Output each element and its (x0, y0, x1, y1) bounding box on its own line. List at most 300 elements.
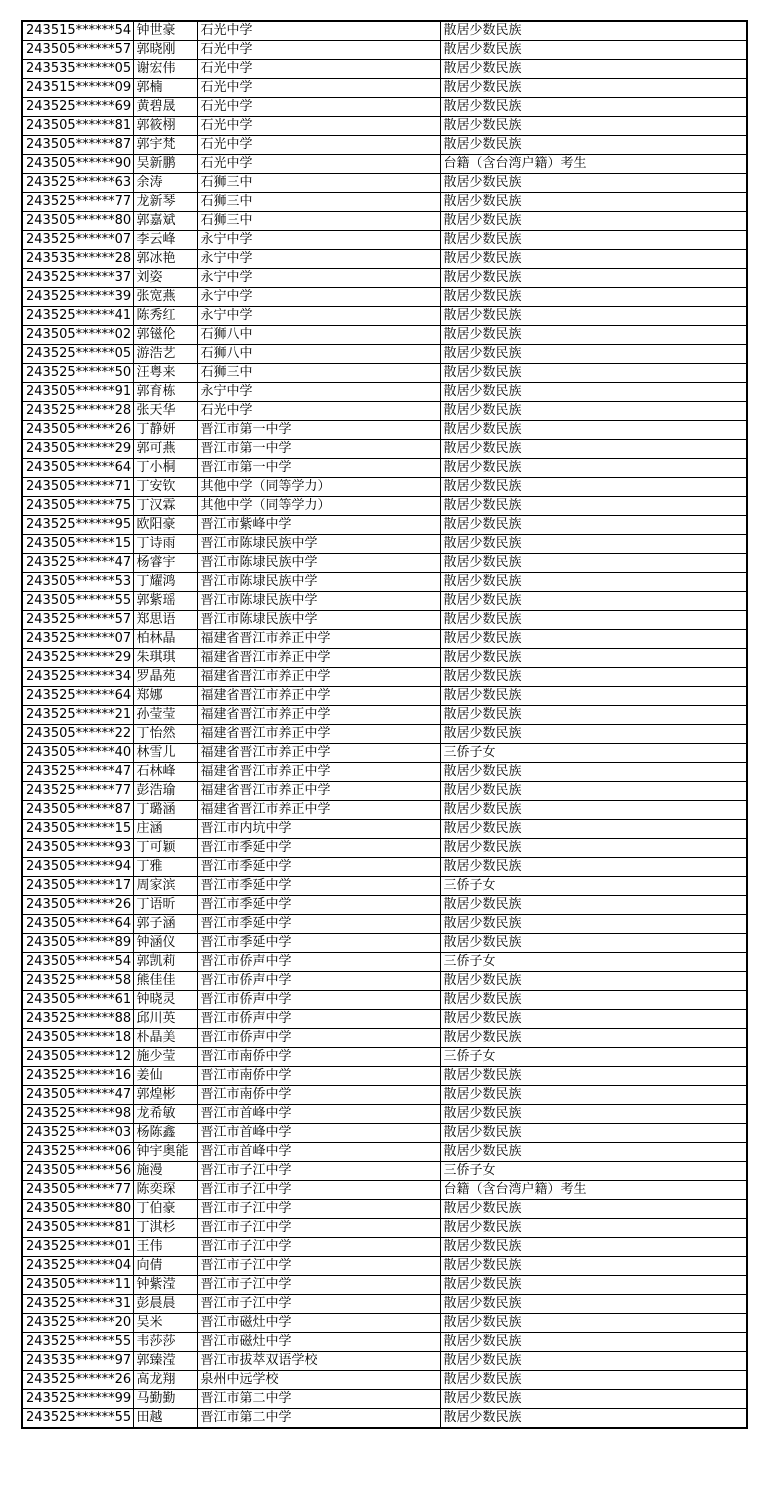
table-row (22, 934, 747, 953)
student-name-cell: 余涛 (133, 174, 197, 193)
school-name-cell: 福建省晋江市养正中学 (197, 687, 440, 706)
school-name-cell: 晋江市第二中学 (197, 1409, 440, 1429)
candidate-id-cell: 243525******37 (22, 269, 133, 288)
table-row (22, 402, 747, 421)
candidate-id-cell: 243525******47 (22, 763, 133, 782)
candidate-id-cell: 243505******22 (22, 725, 133, 744)
school-name-cell: 晋江市侨声中学 (197, 991, 440, 1010)
student-name-cell: 向倩 (133, 1257, 197, 1276)
student-name-cell: 朱琪琪 (133, 649, 197, 668)
candidate-id-cell: 243505******12 (22, 1048, 133, 1067)
candidate-id-cell: 243525******63 (22, 174, 133, 193)
school-name-cell: 晋江市第一中学 (197, 421, 440, 440)
candidate-id-cell: 243525******77 (22, 193, 133, 212)
category-cell: 散居少数民族 (440, 858, 747, 877)
category-cell: 散居少数民族 (440, 1238, 747, 1257)
student-name-cell: 丁耀鸿 (133, 573, 197, 592)
category-cell: 散居少数民族 (440, 364, 747, 383)
student-name-cell: 郭镃伦 (133, 326, 197, 345)
table-row (22, 478, 747, 497)
student-name-cell: 丁璐涵 (133, 801, 197, 820)
category-cell: 散居少数民族 (440, 174, 747, 193)
school-name-cell: 晋江市磁灶中学 (197, 1314, 440, 1333)
category-cell: 散居少数民族 (440, 193, 747, 212)
student-name-cell: 钟世豪 (133, 21, 197, 41)
candidate-id-cell: 243505******57 (22, 41, 133, 60)
category-cell: 散居少数民族 (440, 1333, 747, 1352)
school-name-cell: 晋江市子江中学 (197, 1276, 440, 1295)
table-row (22, 41, 747, 60)
student-name-cell: 郭宇梵 (133, 136, 197, 155)
student-name-cell: 陈秀红 (133, 307, 197, 326)
student-name-cell: 杨陈鑫 (133, 1124, 197, 1143)
candidate-id-cell: 243505******47 (22, 1086, 133, 1105)
student-name-cell: 丁静妍 (133, 421, 197, 440)
candidate-id-cell: 243525******05 (22, 345, 133, 364)
student-name-cell: 郭子涵 (133, 915, 197, 934)
table-row (22, 1048, 747, 1067)
candidate-id-cell: 243505******77 (22, 1181, 133, 1200)
category-cell: 散居少数民族 (440, 573, 747, 592)
candidate-id-cell: 243525******16 (22, 1067, 133, 1086)
table-row (22, 440, 747, 459)
category-cell: 散居少数民族 (440, 1409, 747, 1429)
category-cell: 散居少数民族 (440, 497, 747, 516)
student-name-cell: 石林峰 (133, 763, 197, 782)
school-name-cell: 晋江市季延中学 (197, 915, 440, 934)
candidate-id-cell: 243505******75 (22, 497, 133, 516)
candidate-id-cell: 243515******09 (22, 79, 133, 98)
school-name-cell: 晋江市季延中学 (197, 858, 440, 877)
candidate-id-cell: 243525******77 (22, 782, 133, 801)
table-row (22, 117, 747, 136)
table-row (22, 307, 747, 326)
school-name-cell: 晋江市子江中学 (197, 1162, 440, 1181)
student-name-cell: 施漫 (133, 1162, 197, 1181)
category-cell: 散居少数民族 (440, 896, 747, 915)
school-name-cell: 石光中学 (197, 21, 440, 41)
category-cell: 散居少数民族 (440, 440, 747, 459)
candidate-id-cell: 243525******28 (22, 402, 133, 421)
student-name-cell: 吴新鹏 (133, 155, 197, 174)
candidate-id-cell: 243505******53 (22, 573, 133, 592)
category-cell: 散居少数民族 (440, 763, 747, 782)
candidate-id-cell: 243505******87 (22, 801, 133, 820)
table-row (22, 1276, 747, 1295)
category-cell: 散居少数民族 (440, 592, 747, 611)
category-cell: 台籍（含台湾户籍）考生 (440, 155, 747, 174)
school-name-cell: 晋江市季延中学 (197, 896, 440, 915)
student-name-cell: 李云峰 (133, 231, 197, 250)
student-name-cell: 孙莹莹 (133, 706, 197, 725)
table-row (22, 516, 747, 535)
candidate-id-cell: 243525******07 (22, 231, 133, 250)
candidate-id-cell: 243505******56 (22, 1162, 133, 1181)
school-name-cell: 晋江市侨声中学 (197, 972, 440, 991)
table-row (22, 801, 747, 820)
school-name-cell: 晋江市侨声中学 (197, 1010, 440, 1029)
table-row (22, 269, 747, 288)
category-cell: 散居少数民族 (440, 991, 747, 1010)
table-row (22, 839, 747, 858)
table-row (22, 1086, 747, 1105)
table-row (22, 345, 747, 364)
category-cell: 散居少数民族 (440, 782, 747, 801)
student-name-cell: 钟晓灵 (133, 991, 197, 1010)
student-name-cell: 黄碧晟 (133, 98, 197, 117)
school-name-cell: 晋江市子江中学 (197, 1295, 440, 1314)
candidate-id-cell: 243505******55 (22, 592, 133, 611)
category-cell: 散居少数民族 (440, 801, 747, 820)
category-cell: 散居少数民族 (440, 1067, 747, 1086)
candidate-id-cell: 243525******57 (22, 611, 133, 630)
candidate-id-cell: 243505******81 (22, 117, 133, 136)
table-row (22, 1067, 747, 1086)
school-name-cell: 永宁中学 (197, 383, 440, 402)
category-cell: 散居少数民族 (440, 1124, 747, 1143)
student-name-cell: 庄涵 (133, 820, 197, 839)
candidate-id-cell: 243525******98 (22, 1105, 133, 1124)
school-name-cell: 晋江市第一中学 (197, 440, 440, 459)
table-row (22, 288, 747, 307)
candidate-id-cell: 243515******54 (22, 21, 133, 41)
student-list-body (22, 21, 747, 1428)
table-row (22, 212, 747, 231)
school-name-cell: 福建省晋江市养正中学 (197, 763, 440, 782)
school-name-cell: 石光中学 (197, 79, 440, 98)
school-name-cell: 晋江市陈埭民族中学 (197, 573, 440, 592)
candidate-id-cell: 243525******29 (22, 649, 133, 668)
school-name-cell: 晋江市磁灶中学 (197, 1333, 440, 1352)
table-row (22, 1143, 747, 1162)
table-row (22, 668, 747, 687)
table-row (22, 459, 747, 478)
school-name-cell: 晋江市首峰中学 (197, 1105, 440, 1124)
school-name-cell: 石狮三中 (197, 364, 440, 383)
candidate-id-cell: 243525******50 (22, 364, 133, 383)
category-cell: 散居少数民族 (440, 1314, 747, 1333)
school-name-cell: 石光中学 (197, 60, 440, 79)
candidate-id-cell: 243505******64 (22, 459, 133, 478)
candidate-id-cell: 243505******71 (22, 478, 133, 497)
student-name-cell: 王伟 (133, 1238, 197, 1257)
table-row (22, 231, 747, 250)
student-name-cell: 丁怡然 (133, 725, 197, 744)
category-cell: 散居少数民族 (440, 402, 747, 421)
school-name-cell: 晋江市南侨中学 (197, 1086, 440, 1105)
student-name-cell: 彭浩瑜 (133, 782, 197, 801)
category-cell: 散居少数民族 (440, 79, 747, 98)
school-name-cell: 其他中学（同等学力） (197, 478, 440, 497)
table-row (22, 383, 747, 402)
table-row (22, 687, 747, 706)
table-row (22, 877, 747, 896)
candidate-id-cell: 243525******88 (22, 1010, 133, 1029)
student-name-cell: 丁小桐 (133, 459, 197, 478)
candidate-id-cell: 243525******64 (22, 687, 133, 706)
school-name-cell: 晋江市首峰中学 (197, 1143, 440, 1162)
school-name-cell: 福建省晋江市养正中学 (197, 725, 440, 744)
category-cell: 散居少数民族 (440, 554, 747, 573)
school-name-cell: 石光中学 (197, 155, 440, 174)
category-cell: 三侨子女 (440, 877, 747, 896)
table-row (22, 174, 747, 193)
student-name-cell: 龙新琴 (133, 193, 197, 212)
school-name-cell: 晋江市拔萃双语学校 (197, 1352, 440, 1371)
table-row (22, 782, 747, 801)
category-cell: 散居少数民族 (440, 326, 747, 345)
table-row (22, 1314, 747, 1333)
table-row (22, 155, 747, 174)
category-cell: 散居少数民族 (440, 668, 747, 687)
student-name-cell: 丁伯豪 (133, 1200, 197, 1219)
category-cell: 散居少数民族 (440, 1086, 747, 1105)
student-name-cell: 郭臻滢 (133, 1352, 197, 1371)
table-row (22, 535, 747, 554)
candidate-id-cell: 243525******03 (22, 1124, 133, 1143)
school-name-cell: 永宁中学 (197, 307, 440, 326)
category-cell: 散居少数民族 (440, 1371, 747, 1390)
school-name-cell: 晋江市第二中学 (197, 1390, 440, 1409)
table-row (22, 1295, 747, 1314)
school-name-cell: 石光中学 (197, 41, 440, 60)
category-cell: 散居少数民族 (440, 1352, 747, 1371)
candidate-id-cell: 243505******91 (22, 383, 133, 402)
student-name-cell: 龙希敏 (133, 1105, 197, 1124)
table-row (22, 554, 747, 573)
table-row (22, 1352, 747, 1371)
category-cell: 散居少数民族 (440, 98, 747, 117)
student-name-cell: 林雪儿 (133, 744, 197, 763)
school-name-cell: 石狮三中 (197, 212, 440, 231)
student-name-cell: 田越 (133, 1409, 197, 1429)
student-name-cell: 丁可颖 (133, 839, 197, 858)
category-cell: 散居少数民族 (440, 706, 747, 725)
student-name-cell: 郭凯莉 (133, 953, 197, 972)
table-row (22, 364, 747, 383)
candidate-id-cell: 243525******01 (22, 1238, 133, 1257)
candidate-id-cell: 243505******26 (22, 421, 133, 440)
table-row (22, 1333, 747, 1352)
student-name-cell: 丁诗雨 (133, 535, 197, 554)
student-name-cell: 邱川英 (133, 1010, 197, 1029)
category-cell: 散居少数民族 (440, 1010, 747, 1029)
school-name-cell: 福建省晋江市养正中学 (197, 668, 440, 687)
category-cell: 散居少数民族 (440, 1390, 747, 1409)
candidate-id-cell: 243525******47 (22, 554, 133, 573)
school-name-cell: 晋江市季延中学 (197, 934, 440, 953)
candidate-id-cell: 243525******06 (22, 1143, 133, 1162)
candidate-id-cell: 243505******15 (22, 820, 133, 839)
school-name-cell: 晋江市子江中学 (197, 1200, 440, 1219)
student-name-cell: 周家滨 (133, 877, 197, 896)
category-cell: 台籍（含台湾户籍）考生 (440, 1181, 747, 1200)
table-row (22, 953, 747, 972)
category-cell: 散居少数民族 (440, 820, 747, 839)
category-cell: 散居少数民族 (440, 972, 747, 991)
student-name-cell: 钟涵仪 (133, 934, 197, 953)
student-name-cell: 韦莎莎 (133, 1333, 197, 1352)
candidate-id-cell: 243505******90 (22, 155, 133, 174)
category-cell: 散居少数民族 (440, 250, 747, 269)
candidate-id-cell: 243525******95 (22, 516, 133, 535)
table-row (22, 326, 747, 345)
category-cell: 散居少数民族 (440, 21, 747, 41)
school-name-cell: 晋江市子江中学 (197, 1257, 440, 1276)
school-name-cell: 晋江市子江中学 (197, 1238, 440, 1257)
category-cell: 散居少数民族 (440, 1200, 747, 1219)
category-cell: 散居少数民族 (440, 421, 747, 440)
candidate-id-cell: 243525******07 (22, 630, 133, 649)
school-name-cell: 永宁中学 (197, 231, 440, 250)
student-name-cell: 郭筱栩 (133, 117, 197, 136)
school-name-cell: 晋江市内坑中学 (197, 820, 440, 839)
candidate-id-cell: 243525******55 (22, 1333, 133, 1352)
student-name-cell: 杨睿宇 (133, 554, 197, 573)
category-cell: 三侨子女 (440, 953, 747, 972)
candidate-id-cell: 243505******02 (22, 326, 133, 345)
candidate-id-cell: 243535******97 (22, 1352, 133, 1371)
table-row (22, 60, 747, 79)
school-name-cell: 晋江市子江中学 (197, 1219, 440, 1238)
candidate-id-cell: 243505******87 (22, 136, 133, 155)
school-name-cell: 石光中学 (197, 136, 440, 155)
student-name-cell: 游浩艺 (133, 345, 197, 364)
table-row (22, 1029, 747, 1048)
candidate-id-cell: 243525******26 (22, 1371, 133, 1390)
student-name-cell: 郭紫瑶 (133, 592, 197, 611)
candidate-id-cell: 243505******15 (22, 535, 133, 554)
student-name-cell: 丁汉霖 (133, 497, 197, 516)
candidate-id-cell: 243525******31 (22, 1295, 133, 1314)
category-cell: 散居少数民族 (440, 1219, 747, 1238)
category-cell: 散居少数民族 (440, 516, 747, 535)
student-name-cell: 丁语昕 (133, 896, 197, 915)
school-name-cell: 福建省晋江市养正中学 (197, 801, 440, 820)
candidate-id-cell: 243525******20 (22, 1314, 133, 1333)
table-row (22, 497, 747, 516)
category-cell: 散居少数民族 (440, 1257, 747, 1276)
school-name-cell: 晋江市陈埭民族中学 (197, 535, 440, 554)
school-name-cell: 晋江市南侨中学 (197, 1048, 440, 1067)
category-cell: 散居少数民族 (440, 725, 747, 744)
school-name-cell: 永宁中学 (197, 288, 440, 307)
candidate-id-cell: 243535******28 (22, 250, 133, 269)
table-row (22, 896, 747, 915)
table-row (22, 763, 747, 782)
school-name-cell: 晋江市南侨中学 (197, 1067, 440, 1086)
candidate-id-cell: 243505******18 (22, 1029, 133, 1048)
school-name-cell: 石光中学 (197, 402, 440, 421)
category-cell: 三侨子女 (440, 1048, 747, 1067)
candidate-id-cell: 243505******89 (22, 934, 133, 953)
candidate-id-cell: 243525******99 (22, 1390, 133, 1409)
student-name-cell: 高龙翔 (133, 1371, 197, 1390)
category-cell: 散居少数民族 (440, 60, 747, 79)
school-name-cell: 晋江市陈埭民族中学 (197, 554, 440, 573)
student-name-cell: 柏林晶 (133, 630, 197, 649)
candidate-id-cell: 243505******81 (22, 1219, 133, 1238)
table-row (22, 1200, 747, 1219)
category-cell: 散居少数民族 (440, 41, 747, 60)
student-name-cell: 欧阳豪 (133, 516, 197, 535)
table-row (22, 1257, 747, 1276)
category-cell: 散居少数民族 (440, 611, 747, 630)
candidate-id-cell: 243505******80 (22, 212, 133, 231)
category-cell: 散居少数民族 (440, 630, 747, 649)
table-row (22, 915, 747, 934)
table-row (22, 858, 747, 877)
school-name-cell: 福建省晋江市养正中学 (197, 782, 440, 801)
student-name-cell: 钟紫滢 (133, 1276, 197, 1295)
category-cell: 散居少数民族 (440, 345, 747, 364)
school-name-cell: 晋江市紫峰中学 (197, 516, 440, 535)
table-row (22, 21, 747, 41)
table-row (22, 991, 747, 1010)
school-name-cell: 石狮三中 (197, 174, 440, 193)
student-name-cell: 郭晓刚 (133, 41, 197, 60)
school-name-cell: 福建省晋江市养正中学 (197, 649, 440, 668)
table-row (22, 820, 747, 839)
student-name-cell: 谢宏伟 (133, 60, 197, 79)
student-name-cell: 汪粤来 (133, 364, 197, 383)
school-name-cell: 石光中学 (197, 117, 440, 136)
student-name-cell: 罗晶苑 (133, 668, 197, 687)
table-row (22, 1181, 747, 1200)
table-row (22, 972, 747, 991)
school-name-cell: 晋江市陈埭民族中学 (197, 592, 440, 611)
student-name-cell: 张宽燕 (133, 288, 197, 307)
school-name-cell: 晋江市季延中学 (197, 839, 440, 858)
table-row (22, 744, 747, 763)
category-cell: 散居少数民族 (440, 934, 747, 953)
school-name-cell: 晋江市季延中学 (197, 877, 440, 896)
student-name-cell: 郭育栋 (133, 383, 197, 402)
school-name-cell: 晋江市第一中学 (197, 459, 440, 478)
school-name-cell: 晋江市侨声中学 (197, 953, 440, 972)
category-cell: 散居少数民族 (440, 649, 747, 668)
student-name-cell: 丁雅 (133, 858, 197, 877)
table-row (22, 98, 747, 117)
candidate-id-cell: 243525******34 (22, 668, 133, 687)
student-name-cell: 郭嘉斌 (133, 212, 197, 231)
category-cell: 散居少数民族 (440, 839, 747, 858)
student-name-cell: 郭可燕 (133, 440, 197, 459)
category-cell: 散居少数民族 (440, 687, 747, 706)
school-name-cell: 晋江市子江中学 (197, 1181, 440, 1200)
category-cell: 散居少数民族 (440, 212, 747, 231)
school-name-cell: 永宁中学 (197, 250, 440, 269)
school-name-cell: 石光中学 (197, 98, 440, 117)
candidate-id-cell: 243505******40 (22, 744, 133, 763)
student-name-cell: 朴晶美 (133, 1029, 197, 1048)
student-name-cell: 郭楠 (133, 79, 197, 98)
candidate-id-cell: 243505******54 (22, 953, 133, 972)
category-cell: 三侨子女 (440, 1162, 747, 1181)
student-name-cell: 施少莹 (133, 1048, 197, 1067)
category-cell: 散居少数民族 (440, 136, 747, 155)
category-cell: 散居少数民族 (440, 1143, 747, 1162)
category-cell: 散居少数民族 (440, 478, 747, 497)
school-name-cell: 晋江市侨声中学 (197, 1029, 440, 1048)
school-name-cell: 福建省晋江市养正中学 (197, 744, 440, 763)
candidate-id-cell: 243505******80 (22, 1200, 133, 1219)
table-row (22, 1371, 747, 1390)
candidate-id-cell: 243505******17 (22, 877, 133, 896)
candidate-id-cell: 243525******39 (22, 288, 133, 307)
table-row (22, 1010, 747, 1029)
school-name-cell: 福建省晋江市养正中学 (197, 706, 440, 725)
